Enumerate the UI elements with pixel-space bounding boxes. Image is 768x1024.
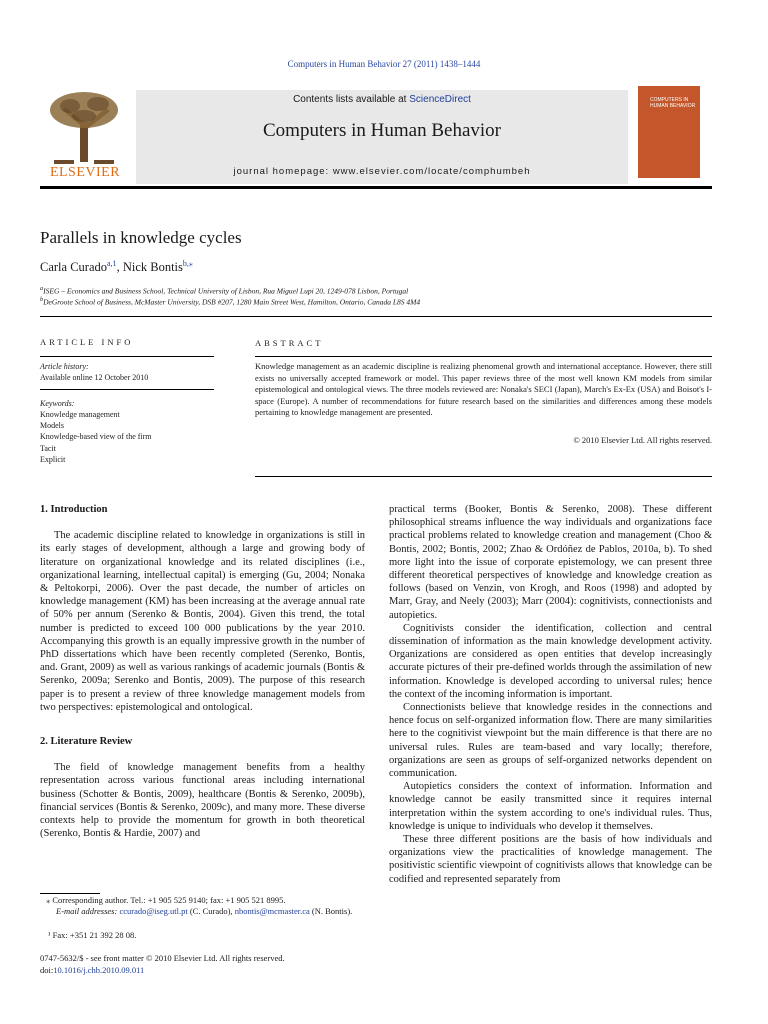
author-separator: , [116, 260, 123, 275]
author-affil-marker[interactable]: b,⁎ [182, 259, 193, 268]
email-owner: (C. Curado), [187, 906, 235, 916]
author-line [40, 259, 193, 275]
section-heading: 1. Introduction [40, 504, 108, 515]
abstract-heading: ABSTRACT [255, 338, 324, 348]
keyword-item: Knowledge management [40, 410, 120, 419]
paragraph: The academic discipline related to knowledge in organizations is still in its early stages of development, although a large and growing body of literature on organizational knowledge and its related disciplines (i.e., organizational learning, intellectual capital) is emerging (Gu, 2004; Nonaka & Peltokorpi, 2006). Over the past decade, the number of articles on knowledge management (KM) has been increasing at the average annual rate of 50% per annum (Serenko & Bontis, 2004). Given this trend, the total number is predicted to exceed 100 000 publications by the year 2010. Accompanying this growth is an equally impressive growth in the number of PhD dissertations which have been recently completed (Serenko, Bontis, and. Grant, 2009) as well as various rankings of academic journals (Bontis & Serenko, 2009a; Serenko and Bontis, 2009). The purpose of this research paper is to present a review of three knowledge management models from two perspectives: epistemological and ontological. [40, 530, 365, 713]
doi-link[interactable]: 10.1016/j.chb.2010.09.011 [53, 965, 145, 975]
keyword-item: Knowledge-based view of the firm [40, 432, 152, 442]
journal-homepage[interactable]: journal homepage: www.elsevier.com/locate/comphumbeh [233, 166, 531, 177]
title-divider [40, 316, 712, 317]
paragraph: practical terms (Booker, Bontis & Serenko, 2008). These different philosophical streams influence the way individuals and organizations face practical problems related to knowledge creation and management (Choo & Bontis, 2002; Bontis, 2002; Zhao & Ordóñez de Pablos, 2010a, b). To shed more light into the issue of corporate epistemology, we can present three different theoretical perspectives of knowledge and knowledge creation as follows (based on Venzin, von Krogh, and Roos (1998) and adopted by Marr, Gray, and Neely (2003); Marr (2004): cognitivists, connectionists and autopietics. [389, 504, 712, 621]
article-info-rule [40, 356, 214, 357]
history-label: Article history: [40, 362, 89, 371]
header-divider [40, 186, 712, 189]
section-heading: 2. Literature Review [40, 736, 133, 748]
abstract-rule [255, 356, 712, 357]
journal-title: Computers in Human Behavior [263, 120, 501, 141]
abstract-copyright: © 2010 Elsevier Ltd. All rights reserved. [573, 435, 712, 445]
email-link[interactable]: nbontis@mcmaster.ca [234, 906, 310, 916]
abstract-text: Knowledge management as an academic discipline is realizing phenomenal growth and international acceptance. However, there still exists no universally accepted framework or model. This paper reviews three of the most well known KM models from similar epistemological and ontological views. The three models reviewed are: Nonaka's SECI (Japan), March's Ex-Ex (USA) and Boisot's I-space (Europe). A number of recommendations for future research based on the similarities and differences among these models pertaining to knowledge management are presented. [255, 361, 712, 417]
issn-line: 0747-5632/$ - see front matter © 2010 Elsevier Ltd. All rights reserved. [40, 953, 285, 963]
left-column [40, 503, 365, 840]
contents-prefix: Contents lists available at [293, 94, 410, 105]
contents-line [136, 94, 628, 105]
author-name[interactable]: Carla Curado [40, 260, 107, 275]
keyword-item: Explicit [40, 454, 66, 464]
journal-citation[interactable]: Computers in Human Behavior 27 (2011) 1438–1444 [287, 59, 481, 69]
footnote-emails [56, 906, 366, 917]
keywords-label: Keywords: [40, 399, 75, 408]
author-affil-marker[interactable]: a,1 [107, 259, 117, 268]
email-link[interactable]: ccurado@iseg.utl.pt [119, 906, 188, 916]
paragraph: These three different positions are the basis of how individuals and organizations view the practicalities of knowledge management. The positivistic scientific viewpoint of cognitivists allows that knowledge can be codified and represented separately from [389, 834, 712, 885]
doi-prefix: doi: [40, 965, 54, 975]
article-info-heading: ARTICLE INFO [40, 337, 134, 347]
sciencedirect-link[interactable]: ScienceDirect [409, 94, 471, 105]
abstract-bottom-rule [255, 476, 712, 477]
publisher-logo-text: ELSEVIER [49, 165, 121, 180]
right-column [389, 503, 712, 886]
keywords-list [40, 409, 152, 465]
keywords-rule [40, 389, 214, 390]
cover-title: COMPUTERS IN HUMAN BEHAVIOR [650, 97, 696, 109]
paragraph: The field of knowledge management benefits from a healthy representation across various functional areas including international business (Schotter & Bontis, 2009), healthcare (Bontis & Serenko, 2009b), financial services (Bontis & Serenko, 2009c), and many more. These diverse contexts help to provide the momentum for growth in both theoretical (Serenko, Bontis & Hardie, 2007) and [40, 762, 365, 840]
article-title: Parallels in knowledge cycles [40, 228, 242, 247]
author-name[interactable]: Nick Bontis [122, 260, 183, 275]
paragraph: Autopietics considers the context of information. Information and knowledge cannot be easily transmitted since it requires internal interpretation within the system according to one's individual rules. Thus, knowledge is unique to individuals who develop it themselves. [389, 781, 712, 832]
footnote-divider [40, 893, 100, 894]
keyword-item: Tacit [40, 443, 56, 453]
paragraph: Connectionists believe that knowledge resides in the connections and hence focus on self-organized information flow. There are many similarities here to the cognitivist viewpoint but the main difference is that there are no universal rules. Rules are team-based and vary locally; therefore, organizations are seen as groups of self-organized networks dependent on communication. [389, 702, 712, 780]
affiliation-a: $^a$ISEG – Economics and Business School, Technical University of Lisbon, Rua Miguel Lupi 20, 1249-078 Lisbon, Portugal [40, 285, 409, 296]
email-label: E-mail addresses: [56, 906, 118, 916]
doi-line [40, 965, 370, 976]
footnote-corresponding: ⁎ Corresponding author. Tel.: +1 905 525 9140; fax: +1 905 521 8995. [46, 895, 286, 905]
paragraph: Cognitivists consider the identification, collection and central dissemination of information as the main knowledge development activity. Organizations are considered as open entities that develop increasingly accurate pictures of their pre-defined worlds through the assimilation of new information. Knowledge is developed according to universal rules; hence the context of the incoming information is important. [389, 622, 712, 700]
keyword-item: Models [40, 421, 64, 431]
footnote-fax: ¹ Fax: +351 21 392 28 08. [48, 930, 137, 940]
affiliation-b: $^b$DeGroote School of Business, McMaster University, DSB #207, 1280 Main Street West, Hamilton, Ontario, Canada L8S 4M4 [40, 296, 421, 307]
email-owner: (N. Bontis). [309, 906, 353, 916]
history-value: Available online 12 October 2010 [40, 373, 149, 382]
